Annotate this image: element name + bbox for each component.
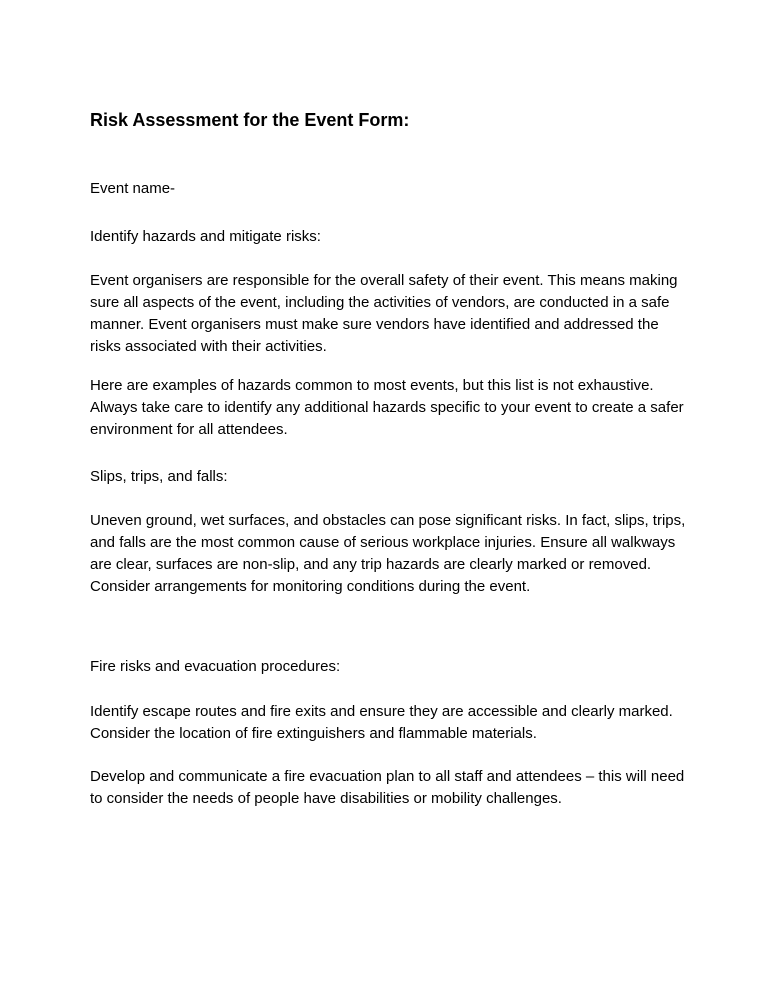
- event-name-label: Event name-: [90, 180, 176, 197]
- hazards-heading: Identify hazards and mitigate risks:: [90, 228, 321, 245]
- intro-paragraph: Event organisers are responsible for the overall safety of their event. This means making sure all aspects of the event, including the activities of vendors, are conducted in a safe manner. Event organisers must make sure vendors have identified and addressed the risks associated with their activities.: [90, 272, 678, 355]
- slips-heading: Slips, trips, and falls:: [90, 468, 228, 485]
- fire-paragraph-2: Develop and communicate a fire evacuation plan to all staff and attendees – this will need to consider the needs of people have disabilities or mobility challenges.: [90, 768, 685, 807]
- fire-heading: Fire risks and evacuation procedures:: [90, 658, 341, 675]
- fire-paragraph-1: Identify escape routes and fire exits and ensure they are accessible and clearly marked. Consider the location of fire extinguishers and flammable materials.: [90, 703, 673, 742]
- slips-paragraph: Uneven ground, wet surfaces, and obstacles can pose significant risks. In fact, slips, trips, and falls are the most common cause of serious workplace injuries. Ensure all walkways are clear, surfaces are non-slip, and any trip hazards are clearly marked or removed. Consider arrangements for monitoring conditions during the event.: [90, 512, 686, 595]
- document-title: Risk Assessment for the Event Form:: [90, 110, 410, 130]
- examples-paragraph: Here are examples of hazards common to most events, but this list is not exhaustive. Always take care to identify any additional hazards specific to your event to create a safer environment for all attendees.: [90, 377, 684, 438]
